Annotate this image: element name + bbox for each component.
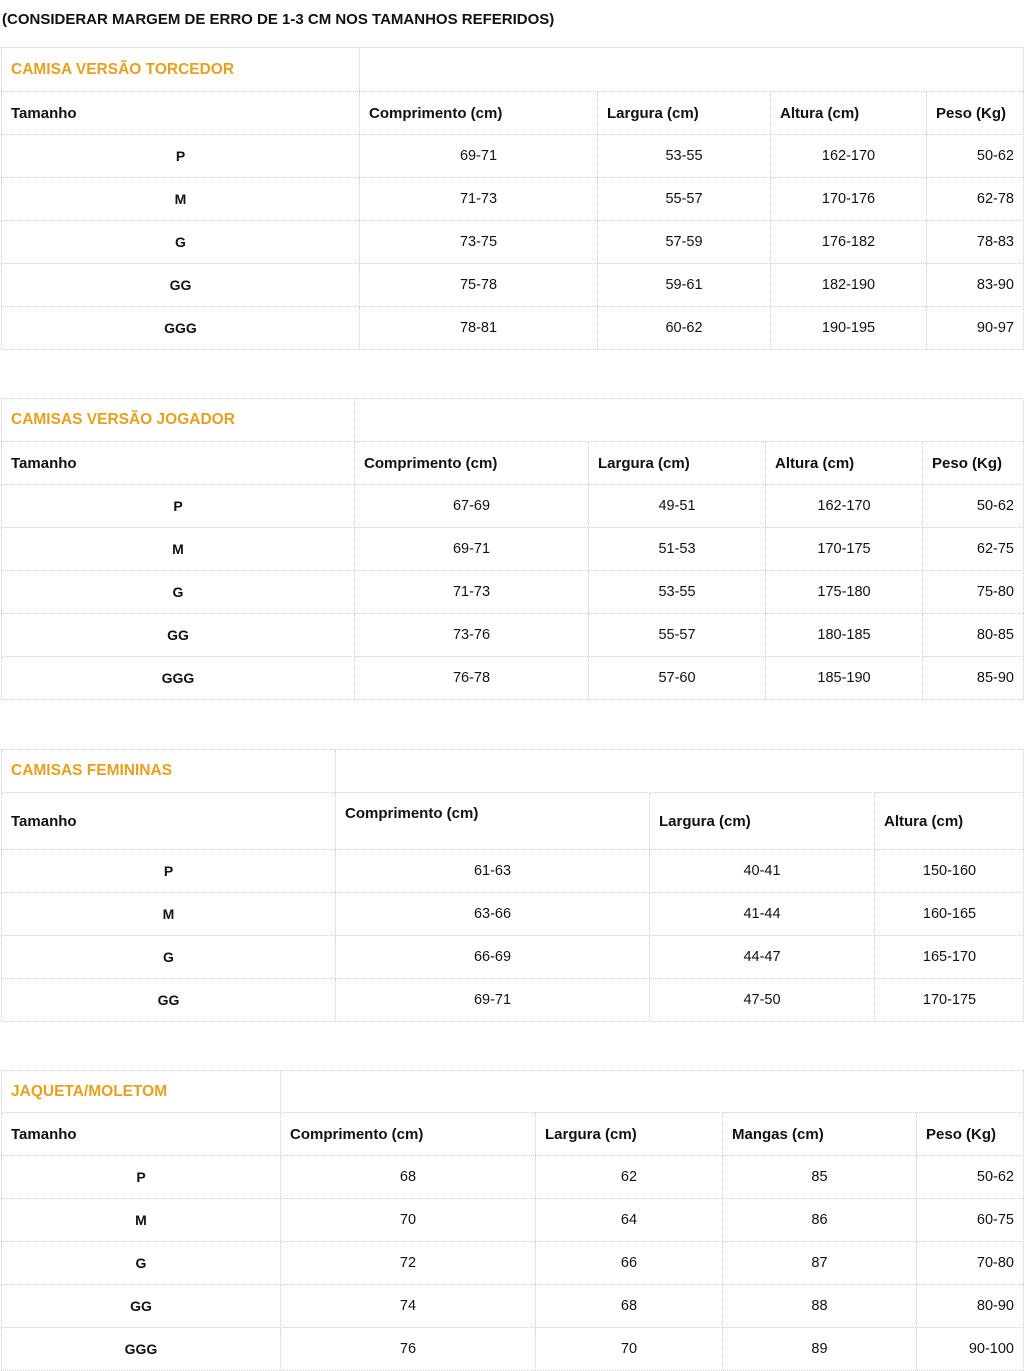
- table-header-row: [1, 1112, 1024, 1155]
- column-header: Mangas (cm): [722, 1113, 916, 1155]
- table-title-row: [1, 398, 1024, 441]
- table-row: [1, 1284, 1024, 1327]
- table-title: CAMISAS VERSÃO JOGADOR: [1, 399, 354, 441]
- value-cell: 72: [280, 1242, 535, 1284]
- size-cell: G: [1, 221, 359, 263]
- value-cell: 63-66: [335, 893, 649, 935]
- value-cell: 71-73: [359, 178, 597, 220]
- value-cell: 86: [722, 1199, 916, 1241]
- value-cell: 55-57: [588, 614, 765, 656]
- column-header: Tamanho: [1, 442, 354, 484]
- value-cell: 80-85: [922, 614, 1024, 656]
- size-cell: GGG: [1, 1328, 280, 1370]
- value-cell: 162-170: [765, 485, 922, 527]
- value-cell: 62: [535, 1156, 722, 1198]
- column-header: Comprimento (cm): [280, 1113, 535, 1155]
- value-cell: 89: [722, 1328, 916, 1370]
- table-title-row: [1, 47, 1024, 91]
- size-cell: M: [1, 178, 359, 220]
- value-cell: 170-175: [765, 528, 922, 570]
- size-table: [1, 749, 1024, 1021]
- column-header: Peso (Kg): [916, 1113, 1024, 1155]
- value-cell: 76: [280, 1328, 535, 1370]
- value-cell: 190-195: [770, 307, 926, 349]
- value-cell: 182-190: [770, 264, 926, 306]
- table-row: [1, 177, 1024, 220]
- value-cell: 78-81: [359, 307, 597, 349]
- value-cell: 68: [535, 1285, 722, 1327]
- table-header-row: [1, 441, 1024, 484]
- size-table: [1, 1070, 1024, 1370]
- value-cell: 69-71: [359, 135, 597, 177]
- table-title-row: [1, 749, 1024, 792]
- value-cell: 185-190: [765, 657, 922, 699]
- column-header: Peso (Kg): [926, 92, 1024, 134]
- size-table: [1, 47, 1024, 349]
- size-cell: M: [1, 1199, 280, 1241]
- column-header: Comprimento (cm): [335, 793, 649, 849]
- table-title: CAMISA VERSÃO TORCEDOR: [1, 48, 359, 91]
- size-cell: P: [1, 850, 335, 892]
- value-cell: 69-71: [354, 528, 588, 570]
- column-header: Tamanho: [1, 92, 359, 134]
- value-cell: 53-55: [588, 571, 765, 613]
- value-cell: 176-182: [770, 221, 926, 263]
- value-cell: 160-165: [874, 893, 1024, 935]
- size-cell: P: [1, 485, 354, 527]
- table-title: JAQUETA/MOLETOM: [1, 1071, 280, 1112]
- column-header: Tamanho: [1, 793, 335, 849]
- value-cell: 40-41: [649, 850, 874, 892]
- value-cell: 62-78: [926, 178, 1024, 220]
- column-header: Largura (cm): [597, 92, 770, 134]
- value-cell: 170-176: [770, 178, 926, 220]
- value-cell: 69-71: [335, 979, 649, 1021]
- value-cell: 64: [535, 1199, 722, 1241]
- value-cell: 150-160: [874, 850, 1024, 892]
- table-row: [1, 570, 1024, 613]
- value-cell: 74: [280, 1285, 535, 1327]
- table-row: [1, 935, 1024, 978]
- table-row: [1, 1155, 1024, 1198]
- size-cell: M: [1, 893, 335, 935]
- column-header: Largura (cm): [535, 1113, 722, 1155]
- value-cell: 85-90: [922, 657, 1024, 699]
- value-cell: 180-185: [765, 614, 922, 656]
- value-cell: 71-73: [354, 571, 588, 613]
- value-cell: 165-170: [874, 936, 1024, 978]
- table-row: [1, 656, 1024, 699]
- value-cell: 66-69: [335, 936, 649, 978]
- value-cell: 88: [722, 1285, 916, 1327]
- value-cell: 70: [535, 1328, 722, 1370]
- column-header: Altura (cm): [765, 442, 922, 484]
- size-cell: GG: [1, 264, 359, 306]
- value-cell: 57-59: [597, 221, 770, 263]
- table-title-spacer: [335, 750, 1024, 792]
- table-row: [1, 527, 1024, 570]
- table-title-spacer: [280, 1071, 1024, 1112]
- value-cell: 44-47: [649, 936, 874, 978]
- value-cell: 68: [280, 1156, 535, 1198]
- column-header: Tamanho: [1, 1113, 280, 1155]
- value-cell: 90-97: [926, 307, 1024, 349]
- value-cell: 175-180: [765, 571, 922, 613]
- table-row: [1, 1327, 1024, 1370]
- value-cell: 70: [280, 1199, 535, 1241]
- table-title-spacer: [359, 48, 1024, 91]
- value-cell: 66: [535, 1242, 722, 1284]
- size-cell: P: [1, 135, 359, 177]
- table-row: [1, 1198, 1024, 1241]
- table-bottom-border: [1, 1021, 1024, 1022]
- value-cell: 50-62: [916, 1156, 1024, 1198]
- table-row: [1, 849, 1024, 892]
- value-cell: 75-80: [922, 571, 1024, 613]
- column-header: Comprimento (cm): [354, 442, 588, 484]
- value-cell: 80-90: [916, 1285, 1024, 1327]
- value-cell: 47-50: [649, 979, 874, 1021]
- value-cell: 60-62: [597, 307, 770, 349]
- value-cell: 73-76: [354, 614, 588, 656]
- value-cell: 50-62: [926, 135, 1024, 177]
- size-cell: G: [1, 571, 354, 613]
- column-header: Comprimento (cm): [359, 92, 597, 134]
- table-row: [1, 892, 1024, 935]
- size-cell: G: [1, 1242, 280, 1284]
- value-cell: 83-90: [926, 264, 1024, 306]
- size-cell: GG: [1, 979, 335, 1021]
- value-cell: 60-75: [916, 1199, 1024, 1241]
- value-cell: 53-55: [597, 135, 770, 177]
- table-row: [1, 1241, 1024, 1284]
- value-cell: 170-175: [874, 979, 1024, 1021]
- value-cell: 70-80: [916, 1242, 1024, 1284]
- table-header-row: [1, 91, 1024, 134]
- column-header: Peso (Kg): [922, 442, 1024, 484]
- size-cell: GGG: [1, 307, 359, 349]
- table-row: [1, 613, 1024, 656]
- value-cell: 87: [722, 1242, 916, 1284]
- table-bottom-border: [1, 349, 1024, 350]
- value-cell: 162-170: [770, 135, 926, 177]
- table-row: [1, 484, 1024, 527]
- value-cell: 55-57: [597, 178, 770, 220]
- value-cell: 75-78: [359, 264, 597, 306]
- table-title-spacer: [354, 399, 1024, 441]
- column-header: Largura (cm): [588, 442, 765, 484]
- size-cell: M: [1, 528, 354, 570]
- value-cell: 90-100: [916, 1328, 1024, 1370]
- value-cell: 76-78: [354, 657, 588, 699]
- value-cell: 59-61: [597, 264, 770, 306]
- value-cell: 41-44: [649, 893, 874, 935]
- value-cell: 51-53: [588, 528, 765, 570]
- value-cell: 73-75: [359, 221, 597, 263]
- table-row: [1, 263, 1024, 306]
- value-cell: 85: [722, 1156, 916, 1198]
- value-cell: 67-69: [354, 485, 588, 527]
- table-title-row: [1, 1070, 1024, 1112]
- column-header: Altura (cm): [874, 793, 1024, 849]
- size-cell: GGG: [1, 657, 354, 699]
- margin-of-error-note: (CONSIDERAR MARGEM DE ERRO DE 1-3 CM NOS TAMANHOS REFERIDOS): [2, 11, 555, 28]
- size-cell: GG: [1, 614, 354, 656]
- column-header: Largura (cm): [649, 793, 874, 849]
- value-cell: 78-83: [926, 221, 1024, 263]
- table-header-row: [1, 792, 1024, 849]
- table-row: [1, 306, 1024, 349]
- size-cell: GG: [1, 1285, 280, 1327]
- value-cell: 49-51: [588, 485, 765, 527]
- column-header: Altura (cm): [770, 92, 926, 134]
- size-table: [1, 398, 1024, 699]
- size-cell: P: [1, 1156, 280, 1198]
- table-row: [1, 134, 1024, 177]
- size-cell: G: [1, 936, 335, 978]
- table-bottom-border: [1, 699, 1024, 700]
- table-title: CAMISAS FEMININAS: [1, 750, 335, 792]
- table-row: [1, 978, 1024, 1021]
- value-cell: 61-63: [335, 850, 649, 892]
- value-cell: 57-60: [588, 657, 765, 699]
- value-cell: 62-75: [922, 528, 1024, 570]
- table-row: [1, 220, 1024, 263]
- value-cell: 50-62: [922, 485, 1024, 527]
